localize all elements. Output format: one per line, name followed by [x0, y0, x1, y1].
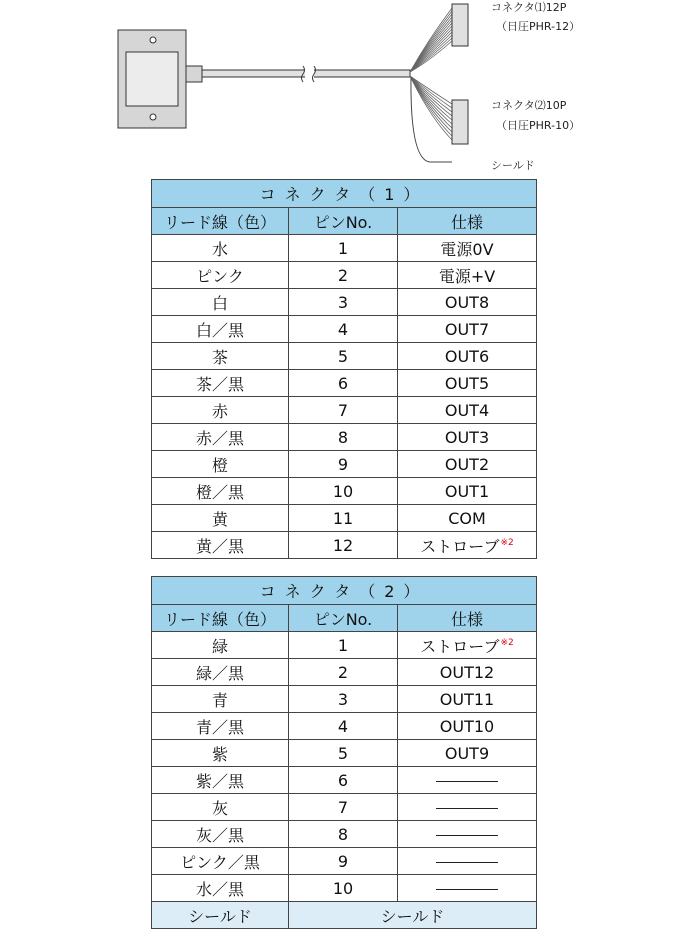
lead-color-cell: 水／黒 — [152, 875, 289, 902]
shield-spec-cell: シールド — [289, 902, 537, 929]
connector-2-label: コネクタ⑵10P — [491, 99, 567, 112]
lead-color-cell: 茶 — [152, 343, 289, 370]
spec-text: 電源0V — [440, 239, 494, 259]
table-row — [152, 235, 537, 262]
table-row — [152, 343, 537, 370]
spec-cell — [398, 505, 537, 532]
pin-number-cell: 8 — [289, 424, 398, 451]
mount-hole-bottom — [150, 114, 156, 120]
shield-row — [152, 902, 537, 929]
table-row — [152, 794, 537, 821]
table-row — [152, 713, 537, 740]
cable-gland — [186, 66, 202, 82]
spec-text: OUT6 — [444, 346, 490, 366]
spec-cell — [398, 713, 537, 740]
table-row — [152, 659, 537, 686]
spec-cell — [398, 478, 537, 505]
wires-connector-1 — [410, 8, 452, 72]
pin-number-cell: 12 — [289, 532, 398, 559]
lead-color-cell: 青 — [152, 686, 289, 713]
table-row — [152, 767, 537, 794]
shield-lead-cell: シールド — [152, 902, 289, 929]
shield-label: シールド — [491, 159, 535, 172]
table-row — [152, 505, 537, 532]
pin-number-cell: 3 — [289, 686, 398, 713]
lead-color-cell: 紫 — [152, 740, 289, 767]
spec-text: ストローブ — [420, 636, 500, 656]
pin-number-cell: 8 — [289, 821, 398, 848]
table-row — [152, 397, 537, 424]
pin-number-cell: 10 — [289, 875, 398, 902]
table-row — [152, 262, 537, 289]
lead-color-cell: 白 — [152, 289, 289, 316]
lead-color-cell: ピンク／黒 — [152, 848, 289, 875]
lead-color-cell: 赤／黒 — [152, 424, 289, 451]
table-row — [152, 875, 537, 902]
spec-cell — [398, 343, 537, 370]
spec-text: COM — [448, 508, 486, 528]
table-row — [152, 532, 537, 559]
spec-cell — [398, 767, 537, 794]
header-pin-no: ピンNo. — [289, 208, 398, 235]
footnote-mark: ※2 — [500, 638, 514, 649]
pin-number-cell: 5 — [289, 343, 398, 370]
connector-2 — [452, 100, 468, 144]
unused-dash — [436, 808, 498, 809]
pin-number-cell: 3 — [289, 289, 398, 316]
sensor-face — [126, 52, 178, 106]
header-pin-no: ピンNo. — [289, 605, 398, 632]
spec-text: ストローブ — [420, 536, 500, 556]
pin-number-cell: 9 — [289, 451, 398, 478]
pin-number-cell: 2 — [289, 659, 398, 686]
spec-cell — [398, 424, 537, 451]
footnote-mark: ※2 — [500, 538, 514, 549]
spec-cell — [398, 794, 537, 821]
connector-1-label: コネクタ⑴12P — [491, 1, 567, 14]
table-row — [152, 370, 537, 397]
lead-color-cell: 緑 — [152, 632, 289, 659]
spec-cell — [398, 875, 537, 902]
pin-number-cell: 5 — [289, 740, 398, 767]
pin-number-cell: 9 — [289, 848, 398, 875]
unused-dash — [436, 781, 498, 782]
lead-color-cell: 茶／黒 — [152, 370, 289, 397]
pin-number-cell: 7 — [289, 794, 398, 821]
spec-cell — [398, 821, 537, 848]
pin-number-cell: 2 — [289, 262, 398, 289]
lead-color-cell: ピンク — [152, 262, 289, 289]
table-row — [152, 424, 537, 451]
table-row — [152, 316, 537, 343]
spec-cell — [398, 532, 537, 559]
connector-1-pin-table — [151, 179, 537, 559]
spec-text: OUT12 — [439, 662, 495, 682]
spec-text: OUT8 — [444, 292, 490, 312]
pin-number-cell: 4 — [289, 713, 398, 740]
unused-dash — [436, 862, 498, 863]
spec-cell — [398, 289, 537, 316]
unused-dash — [436, 889, 498, 890]
unused-dash — [436, 835, 498, 836]
header-lead-color: リード線（色） — [152, 605, 289, 632]
spec-cell — [398, 659, 537, 686]
spec-cell — [398, 235, 537, 262]
spec-cell — [398, 740, 537, 767]
lead-color-cell: 灰／黒 — [152, 821, 289, 848]
pin-number-cell: 7 — [289, 397, 398, 424]
lead-color-cell: 青／黒 — [152, 713, 289, 740]
header-spec: 仕様 — [398, 208, 537, 235]
header-lead-color: リード線（色） — [152, 208, 289, 235]
lead-color-cell: 黄 — [152, 505, 289, 532]
spec-text: OUT4 — [444, 400, 490, 420]
wires-connector-2 — [410, 76, 452, 140]
cable-diagram — [0, 0, 700, 178]
table-row — [152, 740, 537, 767]
lead-color-cell: 紫／黒 — [152, 767, 289, 794]
lead-color-cell: 赤 — [152, 397, 289, 424]
spec-cell — [398, 632, 537, 659]
connector-2-type: （日圧PHR-10） — [496, 119, 581, 132]
lead-color-cell: 白／黒 — [152, 316, 289, 343]
connector-1 — [452, 4, 468, 46]
spec-text: OUT9 — [444, 743, 490, 763]
pin-number-cell: 4 — [289, 316, 398, 343]
table-row — [152, 848, 537, 875]
pin-number-cell: 1 — [289, 235, 398, 262]
table-row — [152, 632, 537, 659]
spec-text: OUT10 — [439, 716, 495, 736]
pin-number-cell: 6 — [289, 767, 398, 794]
spec-text: OUT5 — [444, 373, 490, 393]
spec-cell — [398, 262, 537, 289]
table-row — [152, 451, 537, 478]
spec-text: 電源+V — [438, 266, 496, 286]
connector-2-pin-table — [151, 576, 537, 929]
cable-drawing — [0, 0, 700, 178]
pin-number-cell: 11 — [289, 505, 398, 532]
table-row — [152, 478, 537, 505]
pin-number-cell: 10 — [289, 478, 398, 505]
spec-text: OUT3 — [444, 427, 490, 447]
connector-1-type: （日圧PHR-12） — [496, 20, 581, 33]
spec-cell — [398, 397, 537, 424]
spec-text: OUT1 — [444, 481, 490, 501]
lead-color-cell: 水 — [152, 235, 289, 262]
table-title: コネクタ（1） — [152, 180, 537, 208]
spec-cell — [398, 686, 537, 713]
header-spec: 仕様 — [398, 605, 537, 632]
lead-color-cell: 緑／黒 — [152, 659, 289, 686]
table-row — [152, 821, 537, 848]
spec-text: OUT2 — [444, 454, 490, 474]
spec-cell — [398, 451, 537, 478]
spec-text: OUT7 — [444, 319, 490, 339]
cable-break-gap — [305, 64, 314, 84]
table-row — [152, 686, 537, 713]
lead-color-cell: 橙／黒 — [152, 478, 289, 505]
pin-number-cell: 1 — [289, 632, 398, 659]
mount-hole-top — [150, 37, 156, 43]
lead-color-cell: 黄／黒 — [152, 532, 289, 559]
spec-cell — [398, 316, 537, 343]
spec-cell — [398, 370, 537, 397]
pin-number-cell: 6 — [289, 370, 398, 397]
table-row — [152, 289, 537, 316]
lead-color-cell: 橙 — [152, 451, 289, 478]
lead-color-cell: 灰 — [152, 794, 289, 821]
table-title: コネクタ（2） — [152, 577, 537, 605]
spec-cell — [398, 848, 537, 875]
spec-text: OUT11 — [439, 689, 495, 709]
